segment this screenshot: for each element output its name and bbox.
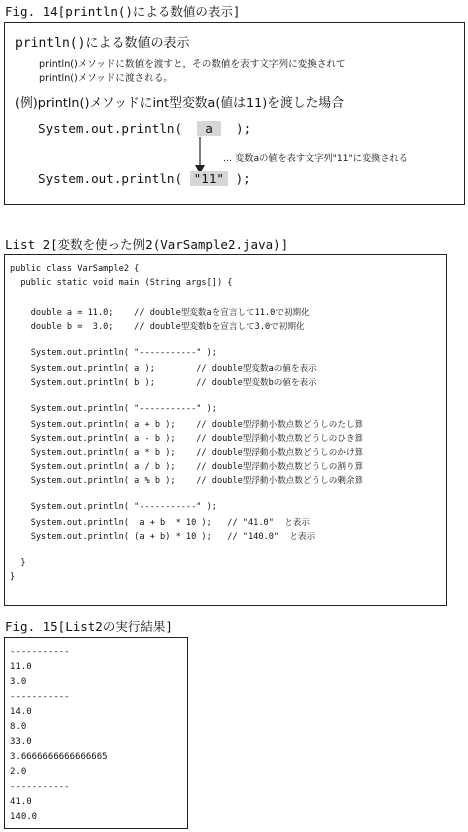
code-line: System.out.println( "-----------" ); [10, 404, 217, 414]
code-line: } [10, 572, 16, 582]
fig14-heading: println()による数値の表示 [15, 36, 190, 51]
code-line: System.out.println( a + b ); // double型浮動小数点数どうしのたし算 [10, 420, 364, 430]
code-line: System.out.println( (a + b) * 10 ); // "140.0" と表示 [10, 532, 316, 542]
fig14-code-line1 [38, 121, 251, 136]
code-line: System.out.println( a * b ); // double型浮動小数点数どうしのかけ算 [10, 448, 364, 458]
fig14-code-line2 [38, 171, 251, 186]
fig15-console-output [10, 647, 108, 822]
fig15-caption: Fig. 15[List2の実行結果] [5, 619, 173, 634]
code-line: System.out.println( a / b ); // double型浮動小数点数どうしの割り算 [10, 462, 364, 472]
output-line: 2.0 [10, 767, 27, 777]
output-line: ----------- [10, 782, 70, 792]
fig15-output-panel [4, 637, 188, 829]
code-line: System.out.println( a ); // double型変数aの値を表示 [10, 364, 317, 374]
code-line: System.out.println( a % b ); // double型浮動小数点数どうしの剰余算 [10, 476, 364, 486]
code-prefix: System.out.println( [38, 121, 183, 136]
argument-variable-a: a [197, 121, 221, 136]
fig14-description-line1: println()メソッドに数値を渡すと，その数値を表す文字列に変換されて [39, 59, 346, 70]
output-line: ----------- [10, 647, 70, 657]
list2-code [10, 264, 364, 582]
code-suffix: ); [235, 171, 251, 186]
output-line: 8.0 [10, 722, 27, 732]
fig14-caption: Fig. 14[println()による数値の表示] [5, 4, 241, 19]
code-line: System.out.println( "-----------" ); [10, 348, 217, 358]
output-line: 11.0 [10, 662, 32, 672]
down-arrow-icon [193, 137, 207, 175]
list2-caption: List 2[変数を使った例2(VarSample2.java)] [5, 237, 289, 252]
fig14-panel [4, 22, 465, 205]
code-line: System.out.println( "-----------" ); [10, 502, 217, 512]
list2-code-panel [4, 254, 447, 606]
output-line: 41.0 [10, 797, 32, 807]
code-line: System.out.println( b ); // double型変数bの値を表示 [10, 378, 317, 388]
argument-string-11: "11" [190, 171, 228, 186]
code-suffix: ); [236, 121, 252, 136]
output-line: ----------- [10, 692, 70, 702]
fig14-description-line2: println()メソッドに渡される。 [39, 73, 173, 84]
fig14-example-heading: (例)println()メソッドにint型変数a(値は11)を渡した場合 [15, 96, 345, 111]
output-line: 14.0 [10, 707, 32, 717]
output-line: 33.0 [10, 737, 32, 747]
code-line: System.out.println( a + b * 10 ); // "41.0" と表示 [10, 518, 310, 528]
output-line: 3.6666666666666665 [10, 752, 108, 762]
output-line: 140.0 [10, 812, 38, 822]
code-line: public static void main (String args[]) { [10, 278, 233, 288]
output-line: 3.0 [10, 677, 27, 687]
code-line: } [10, 558, 26, 568]
code-prefix: System.out.println( [38, 171, 183, 186]
code-line: double a = 11.0; // double型変数aを宣言して11.0で初期化 [10, 308, 310, 318]
code-line: System.out.println( a - b ); // double型浮動小数点数どうしのひき算 [10, 434, 364, 444]
fig14-conversion-note: … 変数aの値を表す文字列"11"に変換される [223, 153, 408, 164]
code-line: double b = 3.0; // double型変数bを宣言して3.0で初期化 [10, 322, 305, 332]
code-line: public class VarSample2 { [10, 264, 140, 274]
